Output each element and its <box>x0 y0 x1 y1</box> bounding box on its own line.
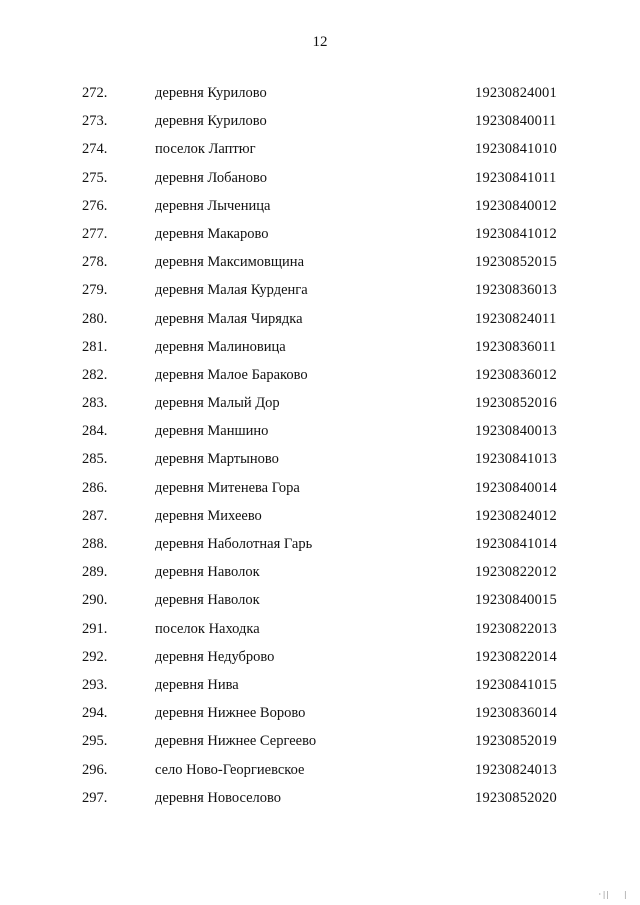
settlement-name: деревня Макарово <box>155 225 269 242</box>
settlement-name: поселок Лаптюг <box>155 141 256 158</box>
list-item <box>0 135 640 163</box>
settlement-name: деревня Наволок <box>155 592 260 609</box>
item-number: 284. <box>82 423 108 440</box>
settlement-code: 19230841011 <box>475 169 557 186</box>
settlement-name: деревня Михеево <box>155 507 262 524</box>
settlement-name: деревня Нижнее Сергеево <box>155 733 317 750</box>
item-number: 281. <box>82 338 108 355</box>
settlement-name: деревня Курилово <box>155 85 267 101</box>
list-item <box>0 586 640 614</box>
settlement-code: 19230852016 <box>475 395 557 412</box>
item-number: 296. <box>82 761 108 778</box>
settlement-name: деревня Лыченица <box>155 197 271 214</box>
list-item <box>0 305 640 333</box>
settlement-name: деревня Малая Курденга <box>155 282 308 299</box>
list-item <box>0 192 640 220</box>
settlement-code: 19230822012 <box>475 564 557 581</box>
page-number: 12 <box>312 34 328 50</box>
list-item <box>0 417 640 445</box>
item-number: 295. <box>82 733 108 750</box>
item-number: 286. <box>82 479 108 496</box>
settlement-name: деревня Малый Дор <box>155 395 280 412</box>
settlement-name: деревня Нива <box>155 676 239 693</box>
list-item <box>0 333 640 361</box>
item-number: 274. <box>82 141 108 158</box>
settlement-code: 19230824011 <box>475 310 557 327</box>
item-number: 273. <box>82 113 108 130</box>
list-item <box>0 361 640 389</box>
list-item <box>0 107 640 135</box>
settlement-name: деревня Малое Бараково <box>155 366 308 383</box>
settlement-code: 19230824001 <box>475 85 557 101</box>
settlement-name: деревня Наболотная Гарь <box>155 536 313 552</box>
settlement-name: деревня Малиновица <box>155 338 286 355</box>
item-number: 279. <box>82 282 108 299</box>
item-number: 282. <box>82 366 108 383</box>
item-number: 290. <box>82 592 108 609</box>
list-item <box>0 615 640 643</box>
item-number: 285. <box>82 451 108 468</box>
item-number: 277. <box>82 225 108 242</box>
settlement-code: 19230840012 <box>475 197 557 214</box>
settlement-code: 19230836013 <box>475 282 557 299</box>
list-item <box>0 727 640 755</box>
scan-marks: · | | | <box>598 890 626 899</box>
list-item <box>0 784 640 812</box>
settlement-name: деревня Митенева Гора <box>155 479 300 496</box>
settlement-name: деревня Недуброво <box>155 648 275 665</box>
settlement-code: 19230836012 <box>475 366 557 383</box>
item-number: 280. <box>82 310 108 327</box>
list-item <box>0 558 640 586</box>
settlement-code: 19230841014 <box>475 536 557 552</box>
list-item <box>0 699 640 727</box>
settlement-name: село Ново-Георгиевское <box>155 761 305 778</box>
settlement-code: 19230836014 <box>475 705 557 722</box>
settlement-code: 19230840013 <box>475 423 557 440</box>
settlement-list <box>0 79 640 812</box>
settlement-name: деревня Наволок <box>155 564 260 581</box>
list-item <box>0 389 640 417</box>
settlement-code: 19230852019 <box>475 733 557 750</box>
settlement-name: деревня Мартыново <box>155 451 279 468</box>
item-number: 287. <box>82 507 108 524</box>
list-item <box>0 220 640 248</box>
settlement-name: деревня Лобаново <box>155 169 267 186</box>
item-number: 275. <box>82 169 108 186</box>
item-number: 272. <box>82 85 108 101</box>
list-item <box>0 276 640 304</box>
item-number: 288. <box>82 536 108 552</box>
settlement-code: 19230822014 <box>475 648 557 665</box>
settlement-name: деревня Курилово <box>155 113 267 130</box>
settlement-code: 19230841010 <box>475 141 557 158</box>
item-number: 294. <box>82 705 108 722</box>
settlement-name: деревня Малая Чирядка <box>155 310 303 327</box>
list-item <box>0 530 640 558</box>
item-number: 283. <box>82 395 108 412</box>
settlement-name: поселок Находка <box>155 620 260 637</box>
settlement-code: 19230841012 <box>475 225 557 242</box>
list-item <box>0 671 640 699</box>
list-item <box>0 502 640 530</box>
settlement-code: 19230840014 <box>475 479 557 496</box>
settlement-name: деревня Максимовщина <box>155 254 305 271</box>
list-item <box>0 445 640 473</box>
item-number: 292. <box>82 648 108 665</box>
settlement-code: 19230836011 <box>475 338 557 355</box>
settlement-code: 19230824013 <box>475 761 557 778</box>
settlement-code: 19230841015 <box>475 676 557 693</box>
item-number: 293. <box>82 676 108 693</box>
settlement-name: деревня Новоселово <box>155 789 282 806</box>
list-item <box>0 79 640 107</box>
settlement-code: 19230841013 <box>475 451 557 468</box>
settlement-name: деревня Маншино <box>155 423 269 440</box>
settlement-code: 19230852015 <box>475 254 557 271</box>
list-item <box>0 474 640 502</box>
item-number: 289. <box>82 564 108 581</box>
settlement-code: 19230840015 <box>475 592 557 609</box>
settlement-name: деревня Нижнее Ворово <box>155 705 306 722</box>
settlement-code: 19230824012 <box>475 507 557 524</box>
list-item <box>0 756 640 784</box>
list-item <box>0 248 640 276</box>
item-number: 291. <box>82 620 108 637</box>
settlement-code: 19230852020 <box>475 789 557 806</box>
item-number: 276. <box>82 197 108 214</box>
settlement-code: 19230840011 <box>475 113 557 130</box>
item-number: 297. <box>82 789 108 806</box>
list-item <box>0 643 640 671</box>
settlement-code: 19230822013 <box>475 620 557 637</box>
list-item <box>0 164 640 192</box>
item-number: 278. <box>82 254 108 271</box>
